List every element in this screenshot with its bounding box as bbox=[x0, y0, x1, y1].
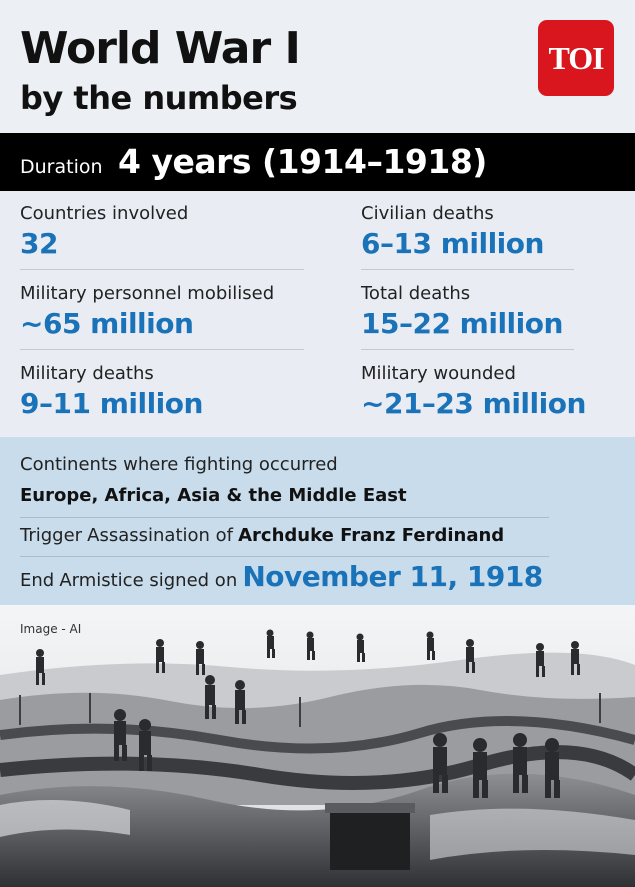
title-line-2: by the numbers bbox=[20, 79, 298, 117]
stat-label: Military wounded bbox=[361, 363, 516, 384]
title-line-1: World War I bbox=[20, 23, 300, 74]
stat-value: ~65 million bbox=[20, 307, 194, 340]
end-value: November 11, 1918 bbox=[242, 560, 543, 593]
continents-value: Europe, Africa, Asia & the Middle East bbox=[20, 485, 407, 506]
end-prefix: Armistice signed on bbox=[59, 570, 238, 591]
info-panel bbox=[0, 437, 635, 605]
stat-label: Civilian deaths bbox=[361, 203, 494, 224]
end-label: End bbox=[20, 570, 55, 591]
header bbox=[0, 0, 635, 133]
divider bbox=[20, 269, 304, 270]
stat-military-wounded bbox=[361, 363, 635, 421]
trigger-prefix: Assassination of bbox=[87, 525, 234, 546]
stat-label: Total deaths bbox=[361, 283, 471, 304]
stat-mobilised bbox=[20, 283, 305, 341]
divider bbox=[361, 349, 574, 350]
stats-grid bbox=[0, 191, 635, 437]
stat-value: 15–22 million bbox=[361, 307, 563, 340]
image-caption: Image - AI bbox=[20, 622, 82, 636]
trench-scene-graphic bbox=[0, 605, 635, 887]
stat-countries bbox=[20, 203, 305, 261]
ai-trench-illustration bbox=[0, 605, 635, 887]
stat-total-deaths bbox=[361, 283, 635, 341]
divider bbox=[361, 269, 574, 270]
stat-value: 6–13 million bbox=[361, 227, 544, 260]
trigger-row bbox=[20, 525, 504, 547]
end-row bbox=[20, 560, 543, 598]
stat-value: ~21–23 million bbox=[361, 387, 586, 420]
stat-military-deaths bbox=[20, 363, 305, 421]
stat-value: 9–11 million bbox=[20, 387, 203, 420]
trigger-label: Trigger bbox=[20, 525, 83, 546]
stat-value: 32 bbox=[20, 227, 58, 260]
continents-label: Continents where fighting occurred bbox=[20, 454, 338, 475]
trigger-value: Archduke Franz Ferdinand bbox=[238, 525, 505, 546]
duration-value: 4 years (1914–1918) bbox=[118, 142, 487, 181]
stat-label: Military deaths bbox=[20, 363, 154, 384]
divider bbox=[20, 349, 304, 350]
stat-civilian-deaths bbox=[361, 203, 635, 261]
divider bbox=[20, 517, 549, 518]
divider bbox=[20, 556, 549, 557]
duration-bar bbox=[0, 133, 635, 191]
toi-logo bbox=[538, 20, 614, 96]
duration-label: Duration bbox=[20, 156, 103, 178]
stat-label: Military personnel mobilised bbox=[20, 283, 275, 304]
stat-label: Countries involved bbox=[20, 203, 189, 224]
logo-text: TOI bbox=[548, 39, 604, 76]
